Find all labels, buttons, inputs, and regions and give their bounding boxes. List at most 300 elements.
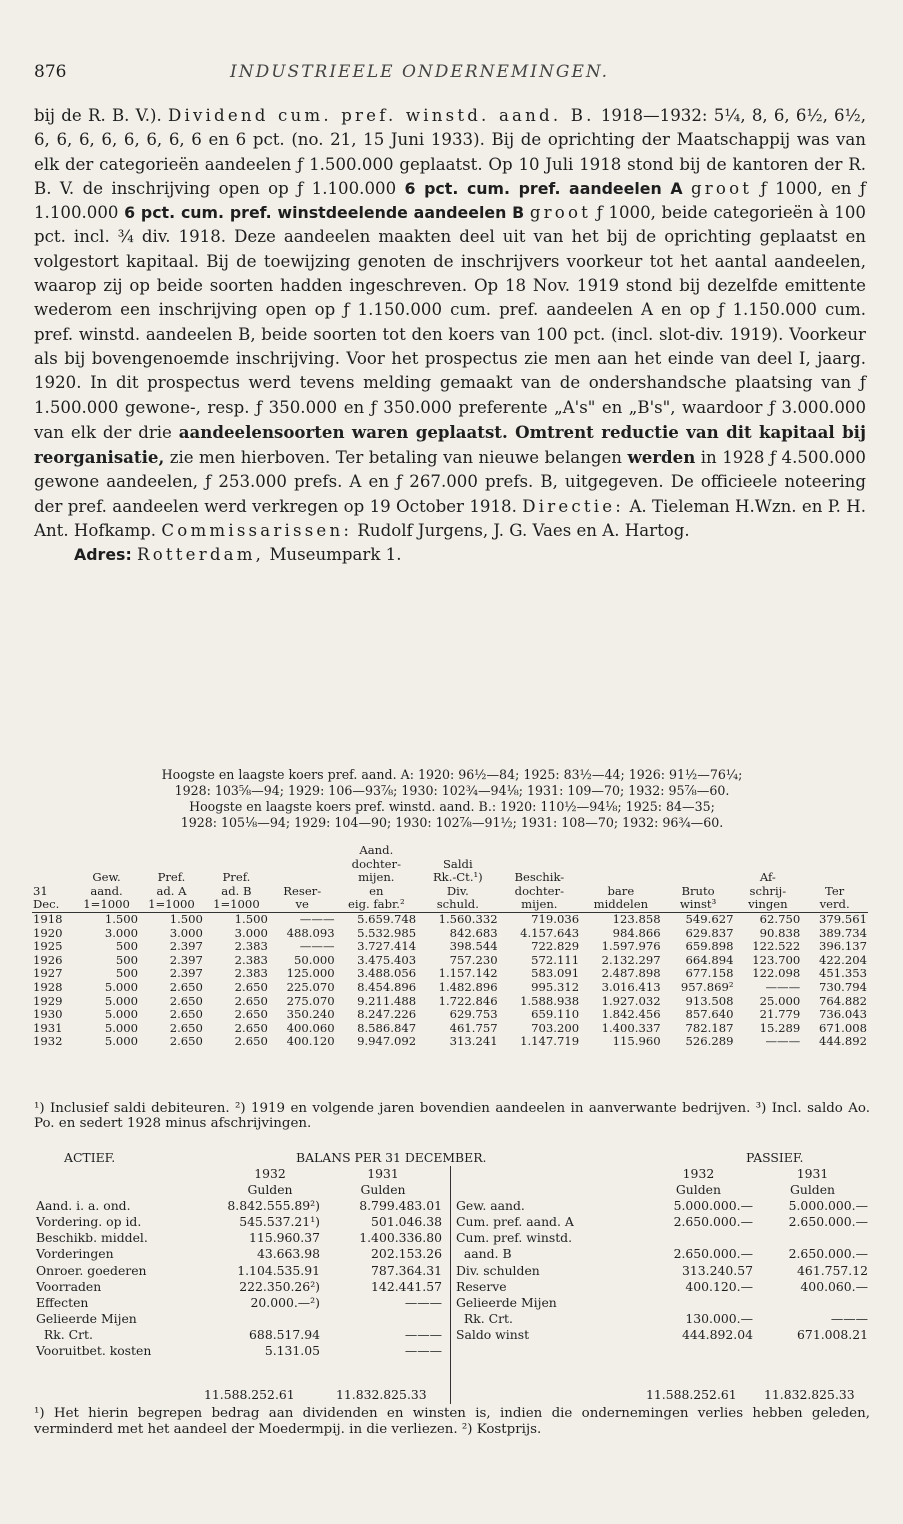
table-cell: 15.289 xyxy=(759,1020,801,1035)
stats-header-cell xyxy=(735,844,802,858)
table-cell: 671.008 xyxy=(819,1020,867,1035)
balance-row xyxy=(34,1327,444,1343)
stats-header-cell: ad. B xyxy=(221,883,252,898)
table-cell: 2.650 xyxy=(169,1007,203,1022)
table-cell: 2.650 xyxy=(169,993,203,1008)
table-row xyxy=(32,912,868,926)
table-cell: 719.036 xyxy=(531,911,580,926)
balance-item-value: 222.350.26²) xyxy=(239,1278,320,1294)
balance-title: BALANS PER 31 DECEMBER. xyxy=(296,1150,487,1165)
table-cell: 583.091 xyxy=(531,966,580,981)
balance-row xyxy=(454,1295,870,1311)
text-run: ƒ 1000, en ƒ 1.100.000 xyxy=(34,178,866,223)
table-cell: 8.586.847 xyxy=(357,1020,417,1035)
table-cell: 50.000 xyxy=(294,952,335,967)
balance-item-label: Aand. i. a. ond. xyxy=(36,1198,131,1214)
table-cell: 5.000 xyxy=(104,993,139,1008)
stats-header-cell: Saldi xyxy=(442,856,473,871)
balance-item-value: 43.663.98 xyxy=(256,1246,320,1262)
balance-row xyxy=(454,1230,870,1246)
stats-header-cell: 1=1000 xyxy=(204,898,269,912)
table-row xyxy=(32,1022,868,1036)
table-cell: 1.500 xyxy=(169,911,203,926)
table-cell: 8.454.896 xyxy=(357,979,417,994)
bold-text-run: aandeelensoorten waren geplaatst. Omtrent reductie van dit kapitaal bij reorganisatie, xyxy=(34,421,866,468)
stats-header-cell xyxy=(32,858,74,872)
table-row xyxy=(32,1035,868,1049)
spaced-word: groot xyxy=(529,203,592,223)
table-cell: 2.650 xyxy=(234,1007,268,1022)
table-cell: 1918 xyxy=(33,911,63,926)
balance-totals xyxy=(34,1387,870,1403)
table-cell: 3.727.414 xyxy=(357,939,417,954)
table-cell: 659.898 xyxy=(685,939,734,954)
table-cell: 5.000 xyxy=(104,979,139,994)
stats-header-cell: Beschik- xyxy=(514,870,565,885)
stats-header-cell: middelen xyxy=(580,898,662,912)
balance-item-value: ——— xyxy=(404,1326,442,1342)
table-cell: 913.508 xyxy=(685,993,734,1008)
balance-item-label: Cum. pref. winstd. xyxy=(456,1230,573,1246)
balance-item-label: Onroer. goederen xyxy=(36,1262,147,1278)
running-title: INDUSTRIEELE ONDERNEMINGEN. xyxy=(230,62,610,82)
table-cell: 5.532.985 xyxy=(357,925,417,940)
balance-row xyxy=(34,1246,444,1262)
balance-item-label: Gew. aand. xyxy=(456,1198,525,1214)
table-cell: 3.000 xyxy=(104,925,139,940)
table-cell: 730.794 xyxy=(819,979,867,994)
table-cell: 629.837 xyxy=(685,925,734,940)
balance-item-value: 5.000.000.— xyxy=(788,1198,868,1214)
table-cell: 275.070 xyxy=(286,993,335,1008)
balance-row xyxy=(454,1198,870,1214)
spaced-word: groot xyxy=(690,178,753,198)
table-cell: 2.397 xyxy=(169,952,203,967)
total-passief-1932: 11.588.252.61 xyxy=(646,1387,737,1402)
balance-row xyxy=(454,1263,870,1279)
balance-item-value: 501.046.38 xyxy=(371,1214,442,1230)
table-row xyxy=(32,927,868,941)
table-cell: 461.757 xyxy=(449,1020,498,1035)
balance-row xyxy=(34,1295,444,1311)
balance-item-value: 142.441.57 xyxy=(371,1278,442,1294)
actief-label: ACTIEF. xyxy=(64,1150,116,1165)
table-cell: 3.475.403 xyxy=(357,952,417,967)
actief-unit: Gulden xyxy=(247,1182,293,1198)
table-cell: 5.000 xyxy=(104,1007,139,1022)
price-range-b-line2: 1928: 105⅛—94; 1929: 104—90; 1930: 102⅞—91½; 1931: 108—70; 1932: 96¾—60. xyxy=(180,815,724,830)
balance-item-value: 130.000.— xyxy=(685,1310,753,1326)
stats-header-cell: verd. xyxy=(801,898,868,912)
statistics-table xyxy=(32,844,868,1049)
table-cell: 1.157.142 xyxy=(438,966,498,981)
table-cell: 1.482.896 xyxy=(438,979,498,994)
stats-header-cell: vingen xyxy=(735,898,802,912)
text-run: zie men hierboven. Ter betaling van nieuwe belangen xyxy=(169,448,622,468)
stats-header-cell xyxy=(662,871,735,885)
table-cell: 1.842.456 xyxy=(601,1007,661,1022)
stats-header-cell: schuld. xyxy=(417,898,499,912)
stats-header-cell: dochter- xyxy=(351,856,401,871)
stats-header-cell: Pref. xyxy=(157,870,186,885)
balance-item-value xyxy=(322,1311,444,1327)
total-passief-1931: 11.832.825.33 xyxy=(764,1387,855,1402)
stats-header-cell: Pref. xyxy=(222,870,251,885)
actief-unit: Gulden xyxy=(360,1182,406,1198)
balance-item-value: 461.757.12 xyxy=(797,1262,868,1278)
balance-item-value: 2.650.000.— xyxy=(788,1214,868,1230)
company-paragraph xyxy=(34,104,866,543)
balance-item-label: Saldo winst xyxy=(456,1326,530,1342)
balance-item-label: Vordering. op id. xyxy=(36,1214,142,1230)
balance-item-label: Gelieerde Mijen xyxy=(36,1310,137,1326)
table-cell: 677.158 xyxy=(685,966,734,981)
table-cell: 400.120 xyxy=(286,1034,335,1049)
balance-item-value xyxy=(642,1295,755,1311)
stats-header-cell xyxy=(580,858,662,872)
balance-row xyxy=(454,1214,870,1230)
balance-item-label: Beschikb. middel. xyxy=(36,1230,148,1246)
table-cell: 1.500 xyxy=(234,911,268,926)
balance-item-value xyxy=(755,1295,870,1311)
table-cell: ——— xyxy=(765,979,801,994)
stats-header-cell xyxy=(801,858,868,872)
balance-item-label: Rk. Crt. xyxy=(456,1310,513,1326)
text-run: in 1928 ƒ 4.500.000 gewone aandeelen, ƒ 253.000 prefs. A en ƒ 267.000 prefs. B, uitgegeven. De officieele noteering der pref. aandeelen werd verkregen op 19 October 1918. xyxy=(34,448,866,516)
stats-header-cell xyxy=(662,858,735,872)
table-cell: 5.659.748 xyxy=(357,911,417,926)
table-cell: 400.060 xyxy=(286,1020,335,1035)
price-range-b-line1: Hoogste en laagste koers pref. winstd. aand. B.: 1920: 110½—94⅛; 1925: 84—35; xyxy=(189,799,715,814)
table-cell: 736.043 xyxy=(819,1007,867,1022)
address-street: Museumpark 1. xyxy=(269,545,402,565)
table-cell: 1.400.337 xyxy=(601,1020,661,1035)
table-cell: 125.000 xyxy=(286,966,335,981)
balance-item-value: 8.799.483.01 xyxy=(359,1198,442,1214)
balance-item-label: Effecten xyxy=(36,1294,89,1310)
balance-sheet xyxy=(34,1150,870,1359)
balance-item-value: 400.060.— xyxy=(800,1278,868,1294)
table-cell: 1.927.032 xyxy=(601,993,661,1008)
total-actief-1932: 11.588.252.61 xyxy=(204,1387,295,1402)
table-cell: 500 xyxy=(115,966,139,981)
table-cell: 2.383 xyxy=(234,966,268,981)
table-cell: 9.947.092 xyxy=(357,1034,417,1049)
table-cell: 4.157.643 xyxy=(520,925,580,940)
address-line xyxy=(34,543,866,567)
stats-header-cell: Bruto xyxy=(681,883,715,898)
share-class-b: 6 pct. cum. pref. winstdeelende aandeelen B xyxy=(124,203,525,223)
spaced-heading-commissarissen: Commissarissen: xyxy=(161,521,353,541)
table-cell: 122.098 xyxy=(752,966,801,981)
stats-header-cell: ve xyxy=(269,898,336,912)
stats-header-cell: 31 xyxy=(33,883,48,898)
stats-header-cell: Rk.-Ct.¹) xyxy=(432,870,483,885)
bold-text-run: werden xyxy=(627,447,696,468)
table-cell: 1929 xyxy=(33,993,63,1008)
table-cell: 451.353 xyxy=(819,966,867,981)
stats-header-cell xyxy=(662,844,735,858)
stats-header-row xyxy=(32,858,868,872)
spaced-heading-dividend: Dividend cum. pref. winstd. aand. B. xyxy=(167,106,595,125)
balance-item-value: 5.131.05 xyxy=(264,1343,320,1359)
balance-item-value xyxy=(218,1311,322,1327)
spaced-heading-directie: Directie: xyxy=(522,496,625,516)
table-cell: 500 xyxy=(115,939,139,954)
table-cell: 3.000 xyxy=(169,925,203,940)
balance-item-label: Reserve xyxy=(456,1278,507,1294)
table-row xyxy=(32,940,868,954)
table-cell: 396.137 xyxy=(819,939,867,954)
balance-row xyxy=(34,1279,444,1295)
table-cell: 1.588.938 xyxy=(520,993,580,1008)
balance-item-value: 2.650.000.— xyxy=(788,1246,868,1262)
table-cell: 3.016.413 xyxy=(601,979,661,994)
actief-year-1931: 1931 xyxy=(367,1166,399,1181)
balance-row xyxy=(34,1311,444,1327)
page-number: 876 xyxy=(34,62,67,82)
table-cell: 1927 xyxy=(33,966,63,981)
text-run: bij de R. B. V.). xyxy=(34,106,162,125)
table-cell: 1928 xyxy=(33,979,63,994)
table-cell: 757.230 xyxy=(449,952,498,967)
table-cell: 225.070 xyxy=(286,979,335,994)
balance-item-value: 20.000.—²) xyxy=(250,1294,320,1310)
stats-header-cell: mijen. xyxy=(358,870,395,885)
table-cell: 1932 xyxy=(33,1034,63,1049)
table-cell: 5.000 xyxy=(104,1034,139,1049)
balance-item-value: 313.240.57 xyxy=(682,1262,753,1278)
balance-header xyxy=(34,1150,870,1166)
balance-item-value: 400.120.— xyxy=(685,1278,753,1294)
text-run: 1918—1932: 5¼, 8, 6, 6½, 6½, 6, 6, 6, 6, 6, 6, 6, 6 en 6 pct. (no. 21, 15 Juni 1933). Bij de oprichting der Maatschappij was van elk der categorieën aandeelen ƒ 1.500.000 geplaatst. Op 10 Juli 1918 stond bij de kantoren der R. B. V. de inschrijving open op ƒ 1.100.000 xyxy=(34,106,866,198)
table-cell: 62.750 xyxy=(759,911,801,926)
stats-header-cell: eig. fabr.² xyxy=(336,898,418,912)
table-cell: 123.700 xyxy=(752,952,801,967)
table-row xyxy=(32,967,868,981)
stats-header-cell xyxy=(580,844,662,858)
stats-header-cell xyxy=(204,844,269,858)
balance-item-label: Div. schulden xyxy=(456,1262,540,1278)
table-cell: 122.522 xyxy=(752,939,801,954)
balance-footnote: ¹) Het hierin begrepen bedrag aan dividenden en winsten is, indien die ondernemingen verlies hebben geleden, verminderd met het aandeel der Moedermpij. in die verliezen. ²) Kostprijs. xyxy=(34,1406,870,1437)
balance-item-label: Gelieerde Mijen xyxy=(456,1294,557,1310)
stats-header-cell xyxy=(801,871,868,885)
stats-header-cell xyxy=(499,844,581,858)
table-cell: 957.869² xyxy=(680,979,734,994)
table-cell: 90.838 xyxy=(759,925,801,940)
table-cell: 703.200 xyxy=(531,1020,580,1035)
text-run: ƒ 1000, beide categorieën à 100 pct. incl. ¾ div. 1918. Deze aandeelen maakten deel uit van het bij de oprichting geplaatst en volgestort kapitaal. Bij de toewijzing genoten de inschrijvers voorkeur tot het aantal aandeelen, waarop zij op beide soorten hadden ingeschreven. Op 18 Nov. 1919 stond bij dezelfde emittente wederom een inschrijving open op ƒ 1.150.000 cum. pref. aandeelen A en op ƒ 1.150.000 cum. pref. winstd. aandeelen B, beide soorten tot den koers van 100 pct. (incl. slot-div. 1919). Voorkeur als bij bovengenoemde inschrijving. Voor het prospectus zie men aan het einde van deel I, jaarg. 1920. In dit prospectus werd tevens melding gemaakt van de ondershandsche plaatsing van ƒ 1.500.000 gewone-, resp. ƒ 350.000 en ƒ 350.000 preferente „A's" en „B's", waardoor ƒ 3.000.000 van elk der drie xyxy=(34,203,866,442)
table-cell: 1.500 xyxy=(104,911,139,926)
stats-header-cell: Div. xyxy=(446,883,469,898)
address-city: Rotterdam, xyxy=(137,545,265,565)
price-range-a-line1: Hoogste en laagste koers pref. aand. A: 1920: 96½—84; 1925: 83½—44; 1926: 91½—76¼; xyxy=(161,767,743,782)
stats-header-cell: Gew. xyxy=(92,870,121,885)
balance-item-value: 5.000.000.— xyxy=(673,1198,753,1214)
balance-item-value: 202.153.26 xyxy=(371,1246,442,1262)
balance-item-value: 688.517.94 xyxy=(249,1326,320,1342)
balance-row xyxy=(34,1214,444,1230)
table-cell: 3.000 xyxy=(234,925,268,940)
table-cell: 5.000 xyxy=(104,1020,139,1035)
balance-item-value: ——— xyxy=(404,1343,442,1359)
table-cell: 1.597.976 xyxy=(601,939,661,954)
table-cell: 526.289 xyxy=(685,1034,734,1049)
table-cell: 549.627 xyxy=(685,911,734,926)
table-cell: 9.211.488 xyxy=(357,993,417,1008)
stats-header-cell xyxy=(801,844,868,858)
table-cell: 1931 xyxy=(33,1020,63,1035)
page-header xyxy=(34,62,874,86)
balance-item-label: Cum. pref. aand. A xyxy=(456,1214,574,1230)
table-cell: ——— xyxy=(299,939,335,954)
table-cell: 500 xyxy=(115,952,139,967)
text-run: Rudolf Jurgens, J. G. Vaes en A. Hartog. xyxy=(357,521,690,541)
balance-divider xyxy=(450,1166,451,1404)
stats-header-cell: Af- xyxy=(759,870,776,885)
table-cell: 398.544 xyxy=(449,939,498,954)
passief-year-1932: 1932 xyxy=(682,1166,715,1181)
balance-item-value: 2.650.000.— xyxy=(673,1246,753,1262)
table-cell: 995.312 xyxy=(531,979,580,994)
address-label: Adres: xyxy=(74,545,132,565)
share-class-a: 6 pct. cum. pref. aandeelen A xyxy=(404,178,683,198)
balance-item-label: Vorderingen xyxy=(36,1246,114,1262)
stats-header-cell: Aand. xyxy=(359,843,394,857)
table-cell: 1930 xyxy=(33,1007,63,1022)
table-cell: ——— xyxy=(299,911,335,926)
balance-item-value: 1.104.535.91 xyxy=(237,1262,320,1278)
stats-header-cell: aand. xyxy=(90,883,123,898)
stats-header-cell: bare xyxy=(607,883,635,898)
actief-side xyxy=(34,1166,444,1359)
stats-header-cell: 1=1000 xyxy=(74,898,139,912)
balance-row xyxy=(454,1327,870,1343)
stats-header-cell: mijen. xyxy=(499,898,581,912)
table-cell: 1920 xyxy=(33,925,63,940)
table-cell: 2.397 xyxy=(169,966,203,981)
table-cell: 984.866 xyxy=(612,925,661,940)
balance-item-value: 1.400.336.80 xyxy=(359,1230,442,1246)
stats-header-cell xyxy=(139,844,204,858)
table-cell: 1926 xyxy=(33,952,63,967)
table-cell: 25.000 xyxy=(759,993,801,1008)
price-range-a-line2: 1928: 103⅝—94; 1929: 106—93⅞; 1930: 102¾—94⅛; 1931: 109—70; 1932: 95⅞—60. xyxy=(174,783,730,798)
table-cell: 2.397 xyxy=(169,939,203,954)
table-cell: 444.892 xyxy=(819,1034,867,1049)
stats-header-cell: Ter xyxy=(824,883,845,898)
table-row xyxy=(32,981,868,995)
table-cell: 2.650 xyxy=(234,993,268,1008)
balance-row xyxy=(34,1198,444,1214)
table-cell: 1925 xyxy=(33,939,63,954)
table-cell: 764.882 xyxy=(819,993,867,1008)
balance-item-label: Voorraden xyxy=(36,1278,102,1294)
table-cell: 2.650 xyxy=(234,979,268,994)
stats-header-cell: en xyxy=(369,883,384,898)
balance-row xyxy=(34,1263,444,1279)
statistics-notes: ¹) Inclusief saldi debiteuren. ²) 1919 en volgende jaren bovendien aandeelen in aanverwante bedrijven. ³) Incl. saldo Ao. Po. en sedert 1928 minus afschrijvingen. xyxy=(34,1101,870,1131)
table-cell: 422.204 xyxy=(819,952,867,967)
table-cell: 2.132.297 xyxy=(601,952,661,967)
balance-item-value: 444.892.04 xyxy=(682,1326,753,1342)
balance-item-label: Rk. Crt. xyxy=(36,1326,93,1342)
actief-year-1932: 1932 xyxy=(254,1166,286,1181)
table-cell: 1.147.719 xyxy=(520,1034,580,1049)
table-cell: 488.093 xyxy=(286,925,335,940)
table-row xyxy=(32,954,868,968)
table-cell: 2.650 xyxy=(169,979,203,994)
table-cell: 572.111 xyxy=(531,952,580,967)
passief-year-1931: 1931 xyxy=(796,1166,829,1181)
table-cell: 2.650 xyxy=(234,1020,268,1035)
table-cell: 659.110 xyxy=(531,1007,580,1022)
table-row xyxy=(32,1008,868,1022)
stats-header-cell xyxy=(269,858,336,872)
stats-header-cell: Reser- xyxy=(283,883,322,898)
table-cell: 350.240 xyxy=(286,1007,335,1022)
table-cell: 123.858 xyxy=(612,911,661,926)
balance-item-value: 115.960.37 xyxy=(249,1230,320,1246)
balance-item-value: 545.537.21¹) xyxy=(239,1214,320,1230)
stats-header-cell xyxy=(269,844,336,858)
table-cell: 842.683 xyxy=(449,925,498,940)
table-cell: 1.560.332 xyxy=(438,911,498,926)
table-cell: ——— xyxy=(765,1034,801,1049)
balance-item-label: aand. B xyxy=(456,1246,512,1262)
stats-header-row xyxy=(32,844,868,858)
table-cell: 629.753 xyxy=(449,1007,498,1022)
balance-row xyxy=(454,1311,870,1327)
stats-header-row xyxy=(32,871,868,885)
table-cell: 2.650 xyxy=(169,1020,203,1035)
balance-row xyxy=(34,1230,444,1246)
stats-header-cell xyxy=(139,858,204,872)
table-cell: 782.187 xyxy=(685,1020,734,1035)
stats-header-cell xyxy=(499,858,581,872)
stats-header-cell: dochter- xyxy=(514,883,564,898)
stats-header-row xyxy=(32,885,868,899)
balance-row xyxy=(34,1343,444,1359)
balance-item-value: 671.008.21 xyxy=(797,1326,868,1342)
balance-item-label: Vooruitbet. kosten xyxy=(36,1343,152,1359)
price-range-block xyxy=(34,767,870,831)
stats-header-cell: 1=1000 xyxy=(139,898,204,912)
table-cell: 664.894 xyxy=(685,952,734,967)
stats-header-cell xyxy=(74,858,139,872)
stats-header-cell xyxy=(32,844,74,858)
table-cell: 21.779 xyxy=(759,1007,801,1022)
table-cell: 115.960 xyxy=(612,1034,661,1049)
table-cell: 722.829 xyxy=(531,939,580,954)
table-cell: 2.650 xyxy=(234,1034,268,1049)
stats-header-cell xyxy=(735,858,802,872)
table-cell: 2.650 xyxy=(169,1034,203,1049)
table-cell: 379.561 xyxy=(819,911,867,926)
balance-row xyxy=(454,1279,870,1295)
table-cell: 8.247.226 xyxy=(357,1007,417,1022)
balance-item-value: ——— xyxy=(404,1294,442,1310)
balance-item-value: ——— xyxy=(830,1310,868,1326)
balance-row xyxy=(454,1246,870,1262)
passief-side xyxy=(454,1166,870,1343)
stats-header-cell xyxy=(417,844,499,858)
stats-header-cell xyxy=(269,871,336,885)
table-cell: 2.487.898 xyxy=(601,966,661,981)
table-cell: 313.241 xyxy=(449,1034,498,1049)
table-cell: 1.722.846 xyxy=(438,993,498,1008)
